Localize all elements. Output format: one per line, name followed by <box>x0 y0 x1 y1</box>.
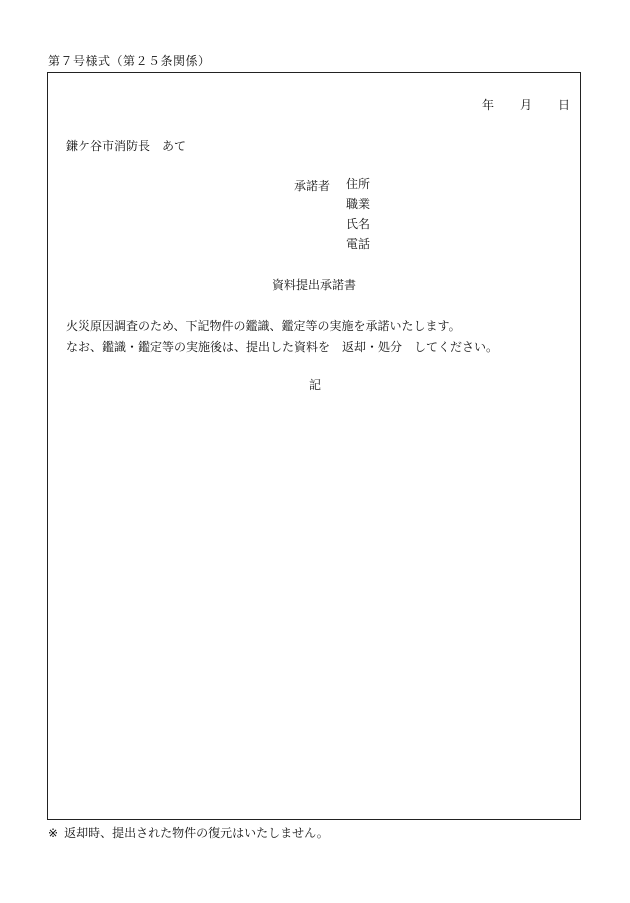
body-line-2-post: してください。 <box>414 340 499 354</box>
consenter-field-phone: 電話 <box>346 237 371 251</box>
addressee-name: 鎌ケ谷市消防長 <box>66 139 151 153</box>
ki-label: 記 <box>308 378 321 392</box>
consenter-label: 承諾者 <box>294 179 331 193</box>
addressee <box>66 137 186 154</box>
ki-heading <box>0 376 630 393</box>
consenter-field-occupation: 職業 <box>346 197 371 211</box>
form-number: 第７号様式（第２５条関係） <box>48 54 211 68</box>
consenter-field-name: 氏名 <box>346 217 371 231</box>
date-year-label: 年 <box>481 98 494 112</box>
date-month-label: 月 <box>519 98 532 112</box>
document-title-row <box>0 276 630 293</box>
body-line-2-pre: なお、鑑識・鑑定等の実施後は、提出した資料を <box>66 340 331 354</box>
body-line-2-options: 返却・処分 <box>342 340 403 354</box>
addressee-suffix: あて <box>162 139 187 153</box>
footnote-mark: ※ <box>48 826 59 840</box>
consenter-fields <box>346 177 370 257</box>
body-text <box>66 316 498 358</box>
consenter-field-address: 住所 <box>346 177 371 191</box>
body-line-1: 火災原因調査のため、下記物件の鑑識、鑑定等の実施を承諾いたします。 <box>66 319 461 333</box>
document-title: 資料提出承諾書 <box>271 278 356 292</box>
date-line <box>482 96 570 113</box>
date-day-label: 日 <box>557 98 570 112</box>
footnote-text: 返却時、提出された物件の復元はいたしません。 <box>64 826 329 840</box>
body-line-2 <box>66 337 498 358</box>
footnote <box>48 824 329 841</box>
